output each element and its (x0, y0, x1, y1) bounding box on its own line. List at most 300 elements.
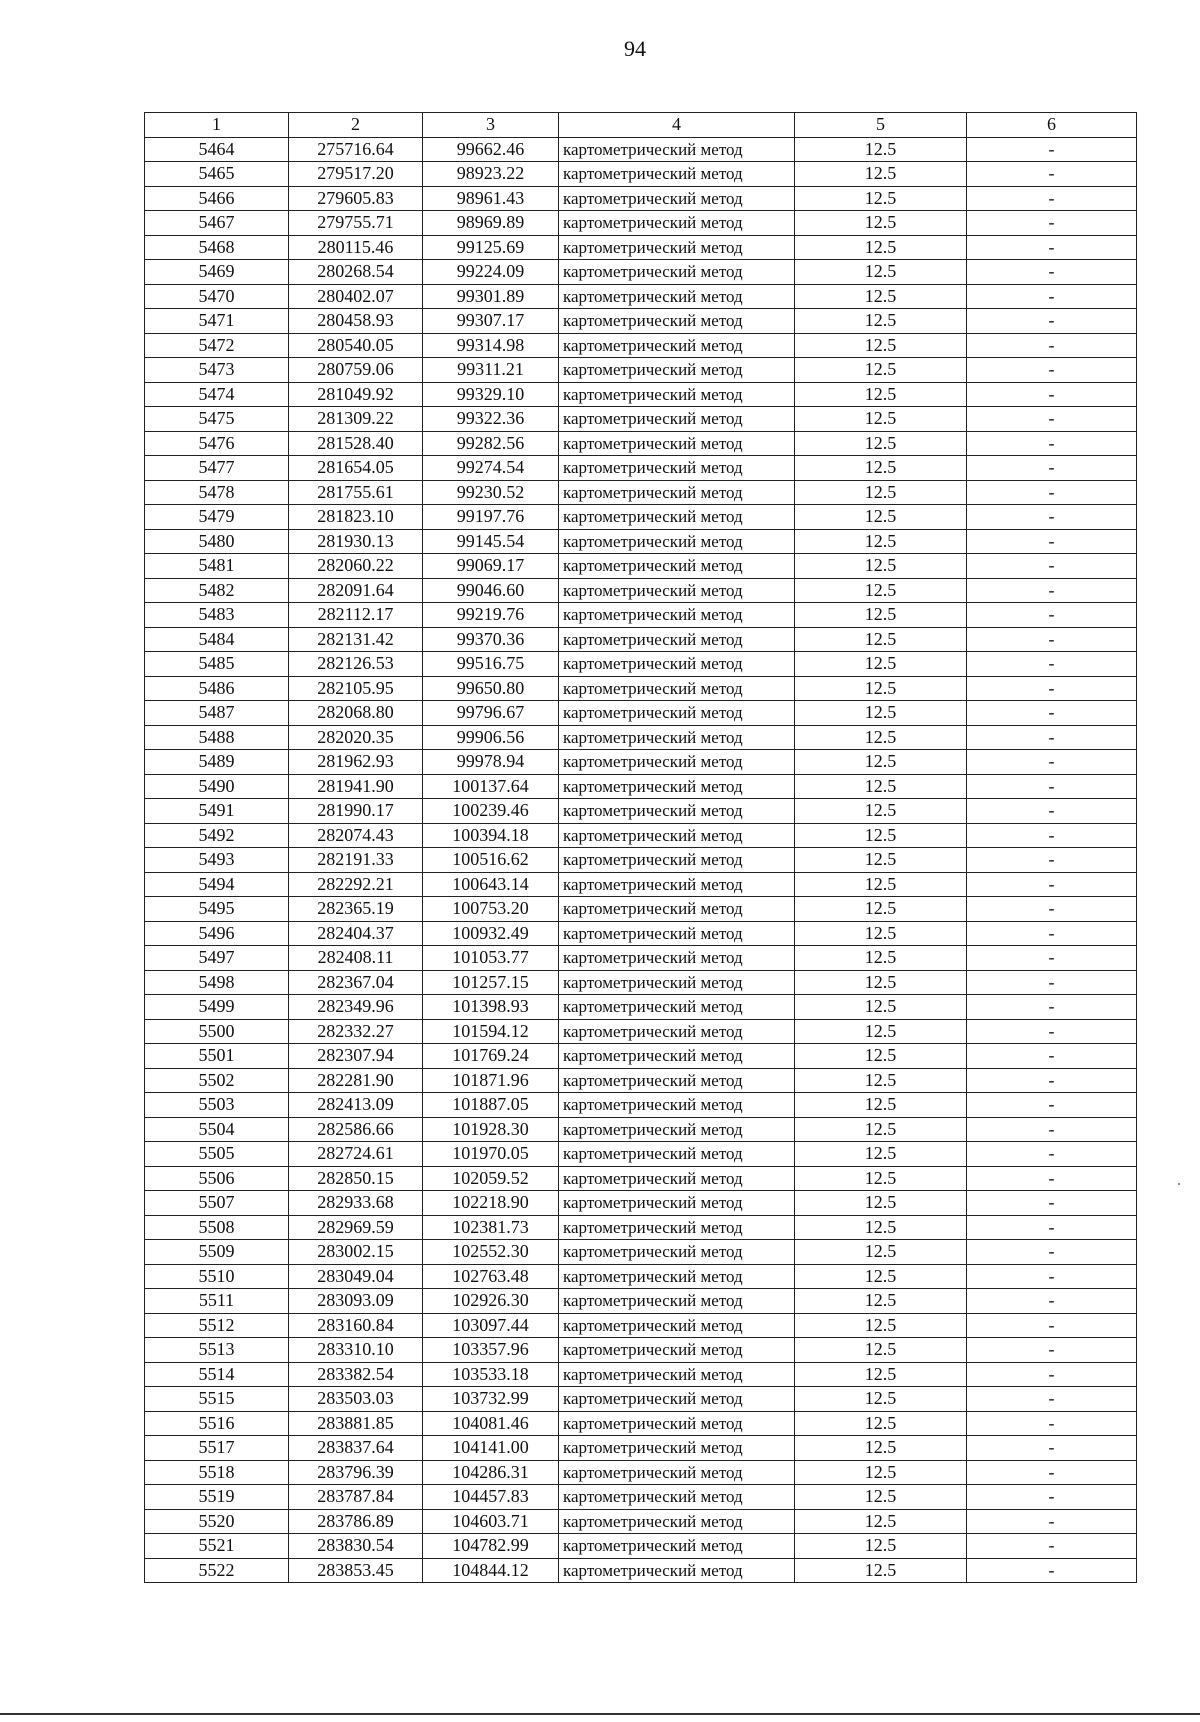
y-coordinate-cell: 102218.90 (423, 1191, 559, 1216)
table-header-row (145, 113, 1137, 138)
x-coordinate-cell: 275716.64 (289, 137, 423, 162)
point-number-cell: 5486 (145, 676, 289, 701)
table-row (145, 358, 1137, 383)
method-cell: картометрический метод (559, 676, 795, 701)
x-coordinate-cell: 282281.90 (289, 1068, 423, 1093)
note-cell: - (967, 456, 1137, 481)
method-cell: картометрический метод (559, 309, 795, 334)
point-number-cell: 5469 (145, 260, 289, 285)
accuracy-cell: 12.5 (795, 1534, 967, 1559)
table-row (145, 1166, 1137, 1191)
accuracy-cell: 12.5 (795, 1044, 967, 1069)
method-cell: картометрический метод (559, 235, 795, 260)
point-number-cell: 5490 (145, 774, 289, 799)
accuracy-cell: 12.5 (795, 921, 967, 946)
point-number-cell: 5484 (145, 627, 289, 652)
x-coordinate-cell: 281941.90 (289, 774, 423, 799)
x-coordinate-cell: 281962.93 (289, 750, 423, 775)
method-cell: картометрический метод (559, 1289, 795, 1314)
x-coordinate-cell: 283796.39 (289, 1460, 423, 1485)
method-cell: картометрический метод (559, 137, 795, 162)
accuracy-cell: 12.5 (795, 211, 967, 236)
method-cell: картометрический метод (559, 750, 795, 775)
table-row (145, 480, 1137, 505)
x-coordinate-cell: 282126.53 (289, 652, 423, 677)
scan-speck (1178, 1183, 1180, 1185)
point-number-cell: 5464 (145, 137, 289, 162)
point-number-cell: 5500 (145, 1019, 289, 1044)
method-cell: картометрический метод (559, 1166, 795, 1191)
point-number-cell: 5497 (145, 946, 289, 971)
method-cell: картометрический метод (559, 358, 795, 383)
method-cell: картометрический метод (559, 725, 795, 750)
y-coordinate-cell: 100239.46 (423, 799, 559, 824)
method-cell: картометрический метод (559, 603, 795, 628)
point-number-cell: 5467 (145, 211, 289, 236)
point-number-cell: 5506 (145, 1166, 289, 1191)
x-coordinate-cell: 282068.80 (289, 701, 423, 726)
table-row (145, 652, 1137, 677)
point-number-cell: 5488 (145, 725, 289, 750)
point-number-cell: 5519 (145, 1485, 289, 1510)
y-coordinate-cell: 103732.99 (423, 1387, 559, 1412)
accuracy-cell: 12.5 (795, 382, 967, 407)
y-coordinate-cell: 104457.83 (423, 1485, 559, 1510)
point-number-cell: 5491 (145, 799, 289, 824)
x-coordinate-cell: 282367.04 (289, 970, 423, 995)
accuracy-cell: 12.5 (795, 284, 967, 309)
x-coordinate-cell: 282191.33 (289, 848, 423, 873)
method-cell: картометрический метод (559, 1509, 795, 1534)
x-coordinate-cell: 283503.03 (289, 1387, 423, 1412)
y-coordinate-cell: 99311.21 (423, 358, 559, 383)
y-coordinate-cell: 99125.69 (423, 235, 559, 260)
accuracy-cell: 12.5 (795, 1264, 967, 1289)
method-cell: картометрический метод (559, 872, 795, 897)
table-row (145, 970, 1137, 995)
point-number-cell: 5476 (145, 431, 289, 456)
note-cell: - (967, 1044, 1137, 1069)
accuracy-cell: 12.5 (795, 554, 967, 579)
note-cell: - (967, 652, 1137, 677)
y-coordinate-cell: 99219.76 (423, 603, 559, 628)
accuracy-cell: 12.5 (795, 1411, 967, 1436)
table-row (145, 1093, 1137, 1118)
method-cell: картометрический метод (559, 333, 795, 358)
method-cell: картометрический метод (559, 554, 795, 579)
y-coordinate-cell: 99322.36 (423, 407, 559, 432)
method-cell: картометрический метод (559, 480, 795, 505)
y-coordinate-cell: 102926.30 (423, 1289, 559, 1314)
x-coordinate-cell: 282408.11 (289, 946, 423, 971)
accuracy-cell: 12.5 (795, 897, 967, 922)
note-cell: - (967, 946, 1137, 971)
method-cell: картометрический метод (559, 1534, 795, 1559)
note-cell: - (967, 1019, 1137, 1044)
y-coordinate-cell: 101928.30 (423, 1117, 559, 1142)
note-cell: - (967, 897, 1137, 922)
y-coordinate-cell: 100753.20 (423, 897, 559, 922)
note-cell: - (967, 1387, 1137, 1412)
accuracy-cell: 12.5 (795, 750, 967, 775)
point-number-cell: 5495 (145, 897, 289, 922)
table-row (145, 186, 1137, 211)
point-number-cell: 5494 (145, 872, 289, 897)
x-coordinate-cell: 280402.07 (289, 284, 423, 309)
table-row (145, 456, 1137, 481)
table-row (145, 578, 1137, 603)
note-cell: - (967, 407, 1137, 432)
table-row (145, 1338, 1137, 1363)
accuracy-cell: 12.5 (795, 480, 967, 505)
y-coordinate-cell: 104081.46 (423, 1411, 559, 1436)
x-coordinate-cell: 283837.64 (289, 1436, 423, 1461)
note-cell: - (967, 309, 1137, 334)
accuracy-cell: 12.5 (795, 946, 967, 971)
accuracy-cell: 12.5 (795, 1289, 967, 1314)
point-number-cell: 5478 (145, 480, 289, 505)
point-number-cell: 5499 (145, 995, 289, 1020)
point-number-cell: 5475 (145, 407, 289, 432)
bottom-edge-line (0, 1713, 1200, 1715)
point-number-cell: 5513 (145, 1338, 289, 1363)
method-cell: картометрический метод (559, 1142, 795, 1167)
method-cell: картометрический метод (559, 897, 795, 922)
y-coordinate-cell: 101887.05 (423, 1093, 559, 1118)
accuracy-cell: 12.5 (795, 1387, 967, 1412)
accuracy-cell: 12.5 (795, 603, 967, 628)
y-coordinate-cell: 100394.18 (423, 823, 559, 848)
accuracy-cell: 12.5 (795, 799, 967, 824)
note-cell: - (967, 260, 1137, 285)
note-cell: - (967, 480, 1137, 505)
note-cell: - (967, 799, 1137, 824)
table-row (145, 505, 1137, 530)
point-number-cell: 5520 (145, 1509, 289, 1534)
x-coordinate-cell: 279605.83 (289, 186, 423, 211)
x-coordinate-cell: 283310.10 (289, 1338, 423, 1363)
note-cell: - (967, 431, 1137, 456)
x-coordinate-cell: 282413.09 (289, 1093, 423, 1118)
method-cell: картометрический метод (559, 407, 795, 432)
table-row (145, 1509, 1137, 1534)
point-number-cell: 5498 (145, 970, 289, 995)
y-coordinate-cell: 100932.49 (423, 921, 559, 946)
method-cell: картометрический метод (559, 848, 795, 873)
note-cell: - (967, 211, 1137, 236)
note-cell: - (967, 603, 1137, 628)
table-row (145, 750, 1137, 775)
method-cell: картометрический метод (559, 627, 795, 652)
method-cell: картометрический метод (559, 211, 795, 236)
point-number-cell: 5479 (145, 505, 289, 530)
method-cell: картометрический метод (559, 382, 795, 407)
x-coordinate-cell: 282112.17 (289, 603, 423, 628)
method-cell: картометрический метод (559, 774, 795, 799)
point-number-cell: 5504 (145, 1117, 289, 1142)
note-cell: - (967, 1191, 1137, 1216)
x-coordinate-cell: 283830.54 (289, 1534, 423, 1559)
table-row (145, 603, 1137, 628)
method-cell: картометрический метод (559, 1362, 795, 1387)
point-number-cell: 5466 (145, 186, 289, 211)
note-cell: - (967, 750, 1137, 775)
table-row (145, 1142, 1137, 1167)
method-cell: картометрический метод (559, 260, 795, 285)
note-cell: - (967, 921, 1137, 946)
x-coordinate-cell: 282969.59 (289, 1215, 423, 1240)
table-row (145, 1068, 1137, 1093)
accuracy-cell: 12.5 (795, 1093, 967, 1118)
x-coordinate-cell: 282404.37 (289, 921, 423, 946)
point-number-cell: 5470 (145, 284, 289, 309)
y-coordinate-cell: 104603.71 (423, 1509, 559, 1534)
method-cell: картометрический метод (559, 431, 795, 456)
page-number: 94 (624, 36, 646, 61)
y-coordinate-cell: 98923.22 (423, 162, 559, 187)
column-header: 3 (423, 113, 559, 138)
x-coordinate-cell: 281930.13 (289, 529, 423, 554)
accuracy-cell: 12.5 (795, 701, 967, 726)
method-cell: картометрический метод (559, 823, 795, 848)
y-coordinate-cell: 98961.43 (423, 186, 559, 211)
y-coordinate-cell: 99197.76 (423, 505, 559, 530)
accuracy-cell: 12.5 (795, 1142, 967, 1167)
point-number-cell: 5485 (145, 652, 289, 677)
table-row (145, 1044, 1137, 1069)
note-cell: - (967, 872, 1137, 897)
point-number-cell: 5507 (145, 1191, 289, 1216)
table-row (145, 431, 1137, 456)
table-row (145, 799, 1137, 824)
table-row (145, 774, 1137, 799)
coordinates-table (144, 112, 1137, 1583)
table-row (145, 137, 1137, 162)
method-cell: картометрический метод (559, 1338, 795, 1363)
method-cell: картометрический метод (559, 1558, 795, 1583)
y-coordinate-cell: 104782.99 (423, 1534, 559, 1559)
accuracy-cell: 12.5 (795, 529, 967, 554)
table-row (145, 529, 1137, 554)
point-number-cell: 5522 (145, 1558, 289, 1583)
method-cell: картометрический метод (559, 1093, 795, 1118)
accuracy-cell: 12.5 (795, 823, 967, 848)
x-coordinate-cell: 283786.89 (289, 1509, 423, 1534)
y-coordinate-cell: 99314.98 (423, 333, 559, 358)
method-cell: картометрический метод (559, 1436, 795, 1461)
table-row (145, 1387, 1137, 1412)
table-row (145, 676, 1137, 701)
note-cell: - (967, 1289, 1137, 1314)
table-row (145, 823, 1137, 848)
accuracy-cell: 12.5 (795, 505, 967, 530)
y-coordinate-cell: 99516.75 (423, 652, 559, 677)
x-coordinate-cell: 282292.21 (289, 872, 423, 897)
note-cell: - (967, 970, 1137, 995)
accuracy-cell: 12.5 (795, 995, 967, 1020)
note-cell: - (967, 382, 1137, 407)
point-number-cell: 5489 (145, 750, 289, 775)
note-cell: - (967, 1093, 1137, 1118)
table-row (145, 848, 1137, 873)
table-row (145, 1264, 1137, 1289)
table-row (145, 995, 1137, 1020)
y-coordinate-cell: 99069.17 (423, 554, 559, 579)
accuracy-cell: 12.5 (795, 848, 967, 873)
point-number-cell: 5472 (145, 333, 289, 358)
note-cell: - (967, 995, 1137, 1020)
point-number-cell: 5465 (145, 162, 289, 187)
point-number-cell: 5487 (145, 701, 289, 726)
table-row (145, 407, 1137, 432)
accuracy-cell: 12.5 (795, 407, 967, 432)
note-cell: - (967, 235, 1137, 260)
x-coordinate-cell: 282131.42 (289, 627, 423, 652)
method-cell: картометрический метод (559, 1068, 795, 1093)
point-number-cell: 5483 (145, 603, 289, 628)
note-cell: - (967, 1485, 1137, 1510)
point-number-cell: 5508 (145, 1215, 289, 1240)
point-number-cell: 5505 (145, 1142, 289, 1167)
x-coordinate-cell: 282020.35 (289, 725, 423, 750)
method-cell: картометрический метод (559, 578, 795, 603)
y-coordinate-cell: 103097.44 (423, 1313, 559, 1338)
table-row (145, 1289, 1137, 1314)
table-row (145, 1215, 1137, 1240)
note-cell: - (967, 1142, 1137, 1167)
y-coordinate-cell: 101398.93 (423, 995, 559, 1020)
method-cell: картометрический метод (559, 456, 795, 481)
y-coordinate-cell: 104141.00 (423, 1436, 559, 1461)
method-cell: картометрический метод (559, 652, 795, 677)
note-cell: - (967, 627, 1137, 652)
method-cell: картометрический метод (559, 1411, 795, 1436)
table-body (145, 137, 1137, 1583)
point-number-cell: 5496 (145, 921, 289, 946)
note-cell: - (967, 333, 1137, 358)
accuracy-cell: 12.5 (795, 1191, 967, 1216)
y-coordinate-cell: 101257.15 (423, 970, 559, 995)
table-row (145, 284, 1137, 309)
x-coordinate-cell: 280458.93 (289, 309, 423, 334)
y-coordinate-cell: 99906.56 (423, 725, 559, 750)
y-coordinate-cell: 99046.60 (423, 578, 559, 603)
note-cell: - (967, 1460, 1137, 1485)
table-row (145, 701, 1137, 726)
accuracy-cell: 12.5 (795, 1166, 967, 1191)
accuracy-cell: 12.5 (795, 358, 967, 383)
note-cell: - (967, 505, 1137, 530)
x-coordinate-cell: 283049.04 (289, 1264, 423, 1289)
accuracy-cell: 12.5 (795, 1240, 967, 1265)
table-row (145, 260, 1137, 285)
table-row (145, 309, 1137, 334)
accuracy-cell: 12.5 (795, 260, 967, 285)
accuracy-cell: 12.5 (795, 578, 967, 603)
note-cell: - (967, 137, 1137, 162)
method-cell: картометрический метод (559, 1117, 795, 1142)
note-cell: - (967, 1117, 1137, 1142)
y-coordinate-cell: 99662.46 (423, 137, 559, 162)
x-coordinate-cell: 281309.22 (289, 407, 423, 432)
y-coordinate-cell: 99796.67 (423, 701, 559, 726)
x-coordinate-cell: 280759.06 (289, 358, 423, 383)
method-cell: картометрический метод (559, 1044, 795, 1069)
table-row (145, 1240, 1137, 1265)
y-coordinate-cell: 99978.94 (423, 750, 559, 775)
x-coordinate-cell: 281528.40 (289, 431, 423, 456)
method-cell: картометрический метод (559, 1240, 795, 1265)
method-cell: картометрический метод (559, 1460, 795, 1485)
accuracy-cell: 12.5 (795, 137, 967, 162)
note-cell: - (967, 162, 1137, 187)
x-coordinate-cell: 283382.54 (289, 1362, 423, 1387)
y-coordinate-cell: 99370.36 (423, 627, 559, 652)
y-coordinate-cell: 102763.48 (423, 1264, 559, 1289)
point-number-cell: 5474 (145, 382, 289, 407)
accuracy-cell: 12.5 (795, 309, 967, 334)
point-number-cell: 5514 (145, 1362, 289, 1387)
y-coordinate-cell: 99307.17 (423, 309, 559, 334)
method-cell: картометрический метод (559, 946, 795, 971)
method-cell: картометрический метод (559, 1019, 795, 1044)
y-coordinate-cell: 101053.77 (423, 946, 559, 971)
table-row (145, 725, 1137, 750)
note-cell: - (967, 1558, 1137, 1583)
method-cell: картометрический метод (559, 284, 795, 309)
y-coordinate-cell: 102381.73 (423, 1215, 559, 1240)
note-cell: - (967, 1240, 1137, 1265)
x-coordinate-cell: 282307.94 (289, 1044, 423, 1069)
table-row (145, 1534, 1137, 1559)
point-number-cell: 5512 (145, 1313, 289, 1338)
point-number-cell: 5518 (145, 1460, 289, 1485)
note-cell: - (967, 1436, 1137, 1461)
table-row (145, 1460, 1137, 1485)
point-number-cell: 5503 (145, 1093, 289, 1118)
note-cell: - (967, 1509, 1137, 1534)
x-coordinate-cell: 283881.85 (289, 1411, 423, 1436)
y-coordinate-cell: 98969.89 (423, 211, 559, 236)
accuracy-cell: 12.5 (795, 1460, 967, 1485)
column-header: 1 (145, 113, 289, 138)
x-coordinate-cell: 282365.19 (289, 897, 423, 922)
table-row (145, 1558, 1137, 1583)
note-cell: - (967, 284, 1137, 309)
note-cell: - (967, 186, 1137, 211)
note-cell: - (967, 1166, 1137, 1191)
table-row (145, 627, 1137, 652)
x-coordinate-cell: 282850.15 (289, 1166, 423, 1191)
x-coordinate-cell: 281049.92 (289, 382, 423, 407)
x-coordinate-cell: 283093.09 (289, 1289, 423, 1314)
note-cell: - (967, 1534, 1137, 1559)
x-coordinate-cell: 282349.96 (289, 995, 423, 1020)
point-number-cell: 5482 (145, 578, 289, 603)
method-cell: картометрический метод (559, 1485, 795, 1510)
accuracy-cell: 12.5 (795, 1362, 967, 1387)
point-number-cell: 5509 (145, 1240, 289, 1265)
x-coordinate-cell: 282074.43 (289, 823, 423, 848)
accuracy-cell: 12.5 (795, 676, 967, 701)
point-number-cell: 5492 (145, 823, 289, 848)
note-cell: - (967, 676, 1137, 701)
accuracy-cell: 12.5 (795, 431, 967, 456)
point-number-cell: 5471 (145, 309, 289, 334)
table-row (145, 921, 1137, 946)
x-coordinate-cell: 280115.46 (289, 235, 423, 260)
accuracy-cell: 12.5 (795, 652, 967, 677)
